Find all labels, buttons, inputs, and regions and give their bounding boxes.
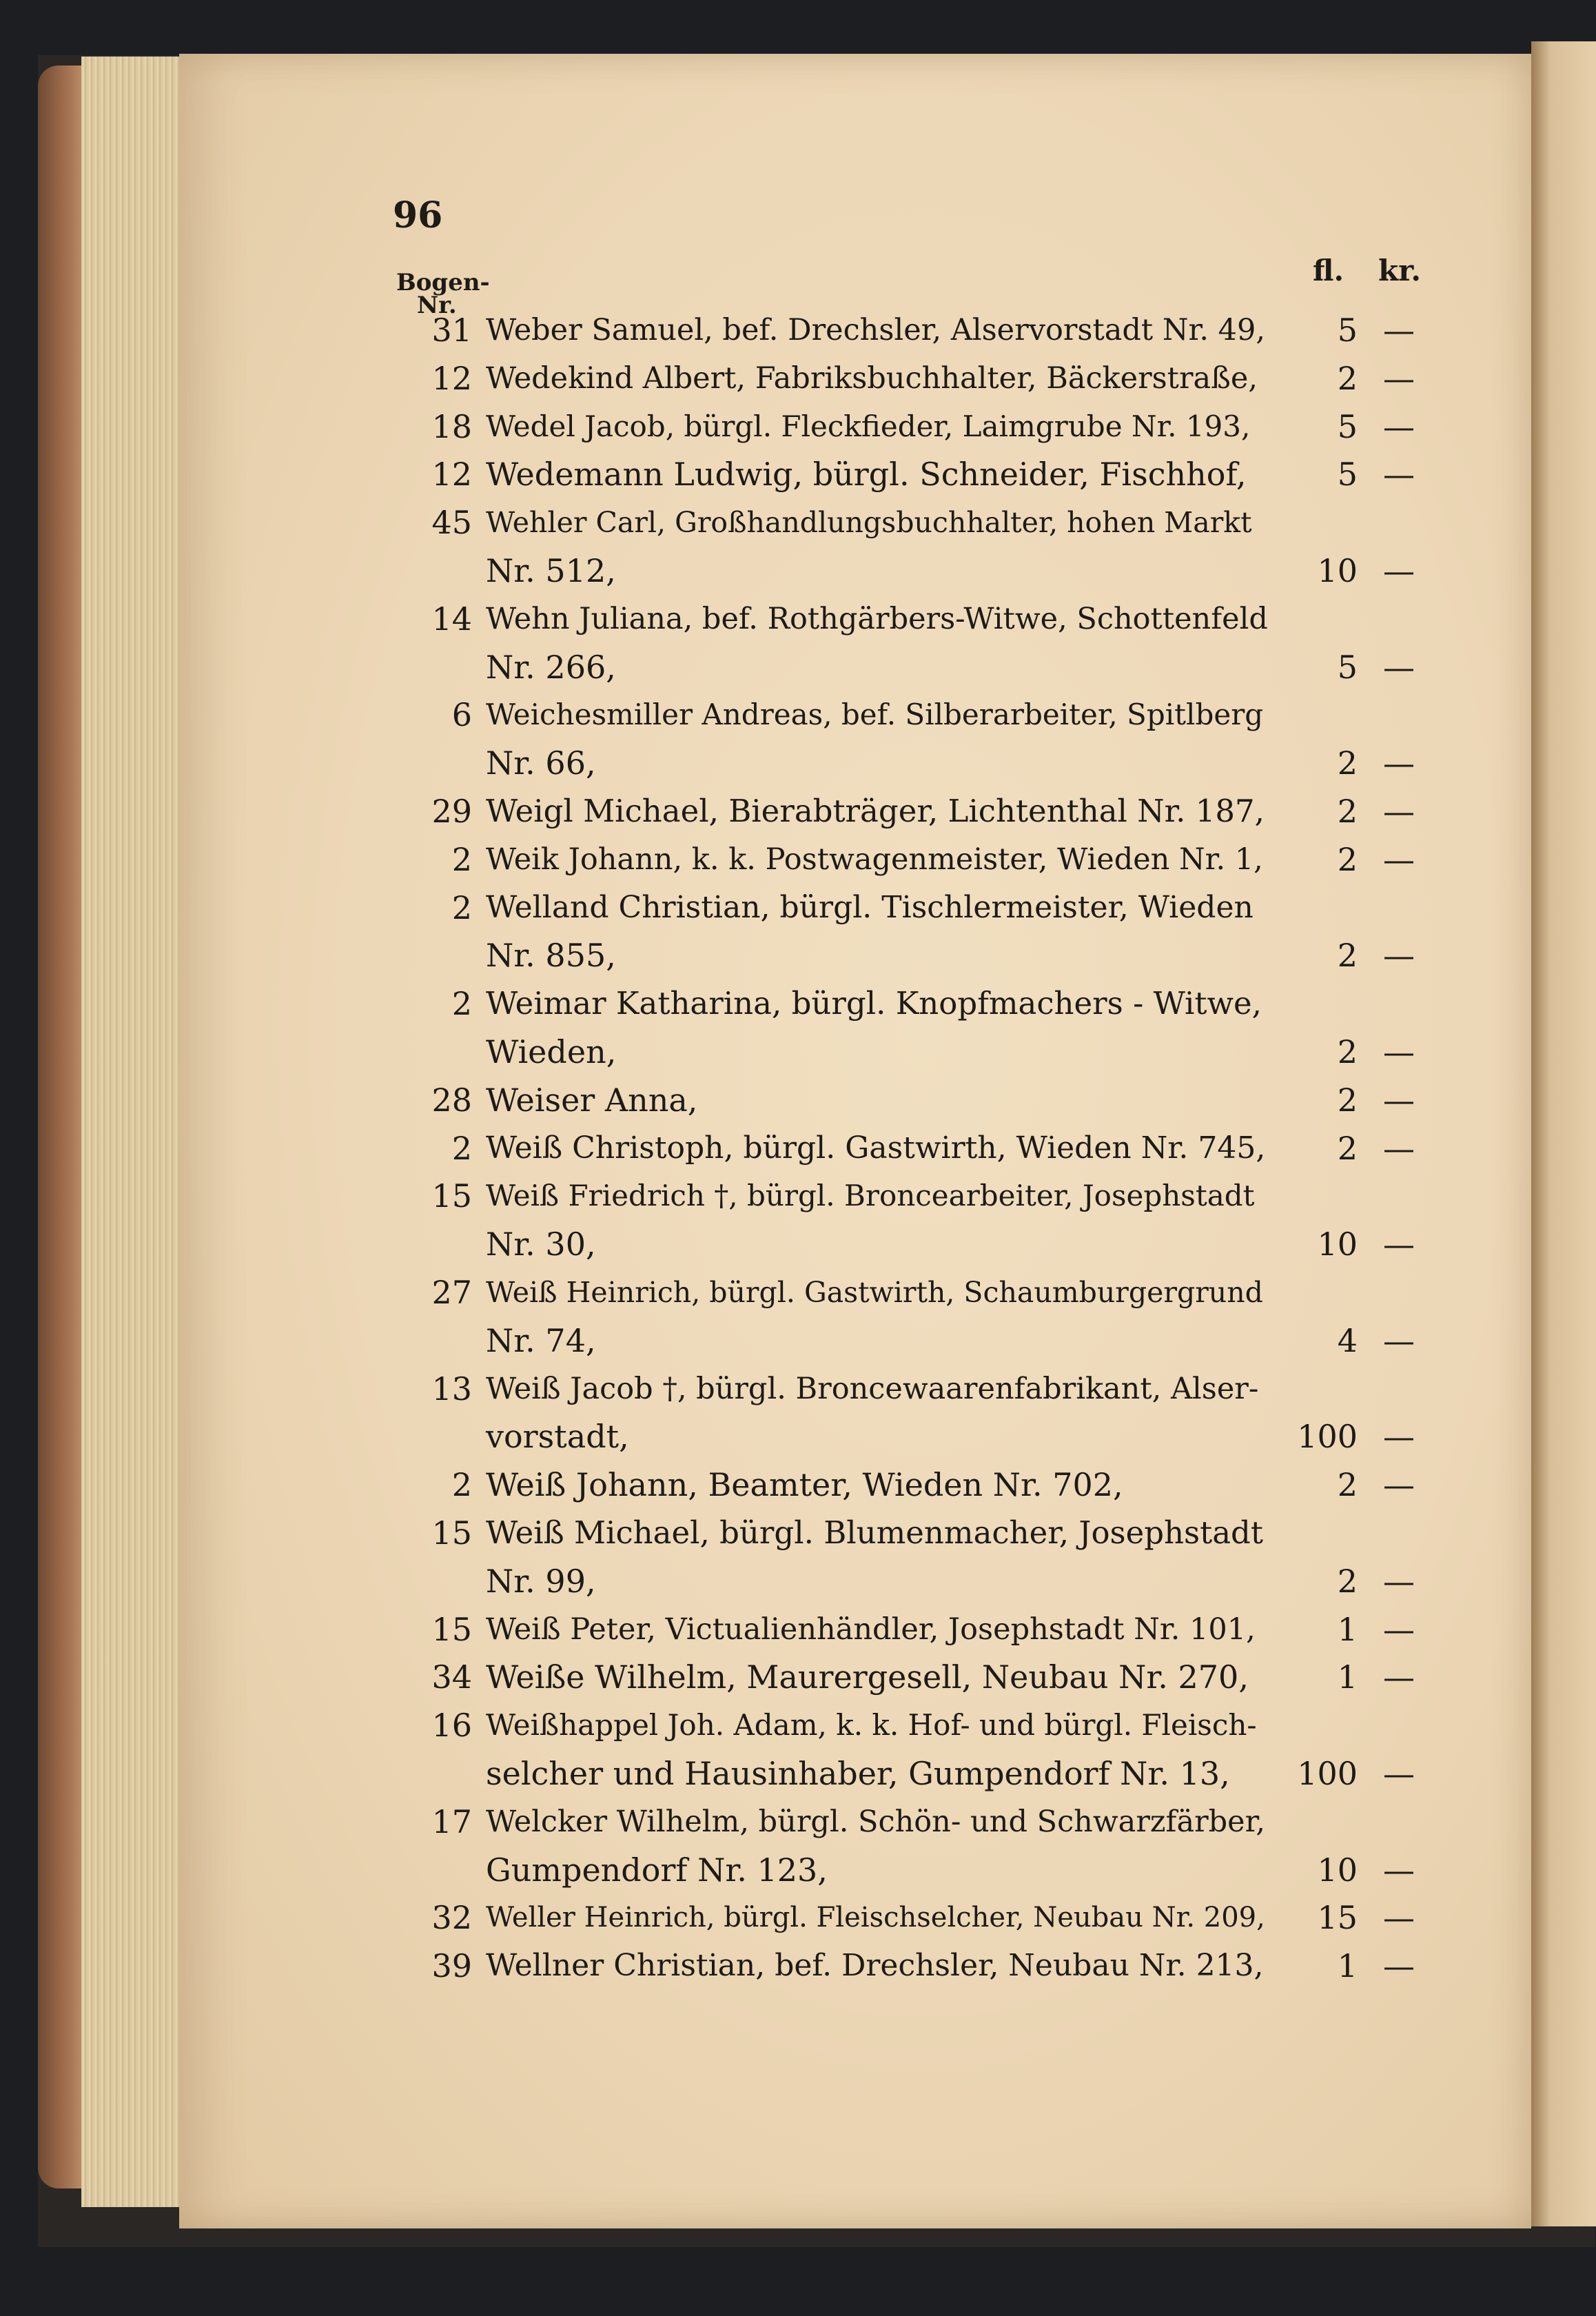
entry-text: Weimar Katharina, bürgl. Knopfmachers - Witwe, bbox=[486, 985, 1262, 1022]
entry-text: Wellner Christian, bef. Drechsler, Neubau Nr. 213, bbox=[486, 1948, 1264, 1984]
entry-line bbox=[0, 1028, 1596, 1075]
entry-text: Nr. 266, bbox=[486, 648, 616, 686]
column-header-fl: fl. bbox=[1313, 254, 1344, 287]
entry-line bbox=[0, 1365, 1596, 1412]
entry-florin: 5 bbox=[1337, 648, 1358, 686]
entry-florin: 5 bbox=[1337, 456, 1358, 494]
entry-kreuzer: — bbox=[1383, 552, 1415, 589]
entry-text: Wedemann Ludwig, bürgl. Schneider, Fischhof, bbox=[486, 456, 1247, 494]
entry-bogen-number: 31 bbox=[431, 312, 472, 349]
entry-florin: 2 bbox=[1337, 359, 1358, 397]
entry-line bbox=[0, 1413, 1596, 1460]
entry-florin: 10 bbox=[1317, 552, 1358, 589]
entry-florin: 4 bbox=[1337, 1321, 1358, 1359]
entry-florin: 1 bbox=[1337, 1947, 1358, 1985]
entry-line bbox=[0, 788, 1596, 835]
entry-florin: 2 bbox=[1337, 840, 1358, 878]
entry-text: selcher und Hausinhaber, Gumpendorf Nr. 13, bbox=[486, 1755, 1230, 1792]
entry-kreuzer: — bbox=[1383, 1081, 1415, 1119]
entry-line bbox=[0, 644, 1596, 691]
entry-line bbox=[0, 547, 1596, 594]
entry-text: Welland Christian, bürgl. Tischlermeister, Wieden bbox=[486, 889, 1254, 925]
entry-line bbox=[0, 1654, 1596, 1700]
entry-text: Welcker Wilhelm, bürgl. Schön- und Schwarzfärber, bbox=[486, 1804, 1266, 1839]
entry-line bbox=[0, 499, 1596, 546]
entry-line bbox=[0, 1894, 1596, 1941]
column-header-nr: Nr. bbox=[417, 292, 457, 319]
entry-bogen-number: 14 bbox=[431, 600, 472, 638]
entry-bogen-number: 2 bbox=[451, 1466, 472, 1504]
entry-line bbox=[0, 884, 1596, 931]
entry-florin: 2 bbox=[1337, 1562, 1358, 1600]
entry-kreuzer: — bbox=[1383, 359, 1415, 397]
entry-bogen-number: 16 bbox=[431, 1707, 472, 1745]
entry-florin: 2 bbox=[1337, 744, 1358, 782]
entry-line bbox=[0, 836, 1596, 883]
entry-bogen-number: 6 bbox=[451, 696, 472, 734]
entry-florin: 100 bbox=[1297, 1418, 1358, 1456]
entry-line bbox=[0, 1558, 1596, 1605]
entry-line bbox=[0, 1702, 1596, 1749]
entry-florin: 15 bbox=[1317, 1899, 1358, 1937]
entry-line bbox=[0, 1510, 1596, 1556]
entry-text: Weller Heinrich, bürgl. Fleischselcher, Neubau Nr. 209, bbox=[486, 1902, 1265, 1934]
entry-text: vorstadt, bbox=[486, 1418, 629, 1456]
entry-line bbox=[0, 740, 1596, 786]
entry-bogen-number: 13 bbox=[431, 1370, 472, 1408]
entry-bogen-number: 34 bbox=[431, 1658, 472, 1696]
entry-text: Weiß Heinrich, bürgl. Gastwirth, Schaumburgergrund bbox=[486, 1276, 1263, 1309]
entry-text: Weik Johann, k. k. Postwagenmeister, Wieden Nr. 1, bbox=[486, 842, 1263, 877]
entry-florin: 2 bbox=[1337, 1081, 1358, 1119]
entry-kreuzer: — bbox=[1383, 1851, 1415, 1889]
entry-text: Weiß Jacob †, bürgl. Broncewaarenfabrikant, Alser- bbox=[486, 1371, 1259, 1406]
entry-kreuzer: — bbox=[1383, 1418, 1415, 1456]
entry-florin: 5 bbox=[1337, 407, 1358, 445]
entry-bogen-number: 17 bbox=[431, 1802, 472, 1840]
entry-text: Weiß Friedrich †, bürgl. Broncearbeiter, Josephstadt bbox=[486, 1179, 1255, 1213]
entry-line bbox=[0, 1172, 1596, 1219]
entry-text: Nr. 512, bbox=[486, 552, 616, 589]
entry-text: Wedekind Albert, Fabriksbuchhalter, Bäckerstraße, bbox=[486, 360, 1258, 396]
entry-text: Weiß Johann, Beamter, Wieden Nr. 702, bbox=[486, 1466, 1123, 1504]
entry-bogen-number: 2 bbox=[451, 840, 472, 878]
entry-kreuzer: — bbox=[1383, 1129, 1415, 1167]
entry-line bbox=[0, 1461, 1596, 1508]
entry-line bbox=[0, 1269, 1596, 1316]
entry-line bbox=[0, 1750, 1596, 1797]
entry-florin: 10 bbox=[1317, 1851, 1358, 1889]
entry-florin: 1 bbox=[1337, 1610, 1358, 1648]
entry-florin: 2 bbox=[1337, 1466, 1358, 1504]
column-header-kr: kr. bbox=[1378, 254, 1421, 287]
entry-text: Wehler Carl, Großhandlungsbuchhalter, hohen Markt bbox=[486, 506, 1252, 540]
entry-kreuzer: — bbox=[1383, 1755, 1415, 1792]
entry-text: Nr. 30, bbox=[486, 1226, 596, 1263]
entry-bogen-number: 32 bbox=[431, 1899, 472, 1937]
entry-text: Weiser Anna, bbox=[486, 1081, 698, 1119]
entry-kreuzer: — bbox=[1383, 1610, 1415, 1648]
entry-kreuzer: — bbox=[1383, 1899, 1415, 1937]
entry-kreuzer: — bbox=[1383, 1658, 1415, 1696]
entry-florin: 100 bbox=[1297, 1755, 1358, 1792]
entry-text: Wedel Jacob, bürgl. Fleckfieder, Laimgrube Nr. 193, bbox=[486, 409, 1251, 443]
entry-text: Weiß Peter, Victualienhändler, Josephstadt Nr. 101, bbox=[486, 1612, 1256, 1647]
entry-bogen-number: 18 bbox=[431, 407, 472, 445]
entry-text: Weichesmiller Andreas, bef. Silberarbeiter, Spitlberg bbox=[486, 698, 1264, 732]
entry-bogen-number: 2 bbox=[451, 888, 472, 926]
entry-florin: 2 bbox=[1337, 1129, 1358, 1167]
entry-line bbox=[0, 1798, 1596, 1845]
entry-text: Weiße Wilhelm, Maurergesell, Neubau Nr. 270, bbox=[486, 1658, 1249, 1696]
entry-line bbox=[0, 307, 1596, 354]
entry-bogen-number: 15 bbox=[431, 1514, 472, 1552]
entry-florin: 2 bbox=[1337, 1033, 1358, 1070]
entry-kreuzer: — bbox=[1383, 1466, 1415, 1504]
entry-line bbox=[0, 1317, 1596, 1364]
entry-line bbox=[0, 932, 1596, 979]
entry-text: Weiß Christoph, bürgl. Gastwirth, Wieden Nr. 745, bbox=[486, 1130, 1266, 1166]
entry-bogen-number: 12 bbox=[431, 456, 472, 494]
entry-text: Nr. 66, bbox=[486, 744, 596, 782]
entry-bogen-number: 45 bbox=[431, 504, 472, 542]
entry-bogen-number: 15 bbox=[431, 1610, 472, 1648]
entry-text: Weigl Michael, Bierabträger, Lichtenthal Nr. 187, bbox=[486, 793, 1265, 829]
entry-kreuzer: — bbox=[1383, 456, 1415, 494]
entry-kreuzer: — bbox=[1383, 648, 1415, 686]
entry-line bbox=[0, 691, 1596, 738]
entry-bogen-number: 2 bbox=[451, 1129, 472, 1167]
entry-line bbox=[0, 1606, 1596, 1653]
entry-text: Weber Samuel, bef. Drechsler, Alservorstadt Nr. 49, bbox=[486, 313, 1266, 347]
entry-bogen-number: 29 bbox=[431, 793, 472, 830]
entry-text: Weiß Michael, bürgl. Blumenmacher, Josephstadt bbox=[486, 1514, 1263, 1551]
entry-bogen-number: 12 bbox=[431, 359, 472, 397]
entry-florin: 5 bbox=[1337, 312, 1358, 349]
entry-bogen-number: 27 bbox=[431, 1274, 472, 1311]
entry-line bbox=[0, 1847, 1596, 1893]
entry-bogen-number: 15 bbox=[431, 1177, 472, 1215]
entry-bogen-number: 39 bbox=[431, 1947, 472, 1985]
entry-line bbox=[0, 451, 1596, 498]
entry-bogen-number: 28 bbox=[431, 1081, 472, 1119]
entry-line bbox=[0, 980, 1596, 1027]
entry-text: Wieden, bbox=[486, 1033, 617, 1070]
entry-text: Weißhappel Joh. Adam, k. k. Hof- und bürgl. Fleisch- bbox=[486, 1708, 1257, 1743]
entry-line bbox=[0, 1942, 1596, 1989]
entry-text: Gumpendorf Nr. 123, bbox=[486, 1851, 828, 1889]
entry-line bbox=[0, 355, 1596, 402]
entry-line bbox=[0, 1077, 1596, 1124]
page-number: 96 bbox=[393, 194, 443, 236]
entry-kreuzer: — bbox=[1383, 744, 1415, 782]
entry-kreuzer: — bbox=[1383, 1226, 1415, 1263]
column-header-bogen: Bogen- bbox=[396, 269, 490, 296]
entry-kreuzer: — bbox=[1383, 1947, 1415, 1985]
entry-kreuzer: — bbox=[1383, 793, 1415, 830]
entry-kreuzer: — bbox=[1383, 312, 1415, 349]
entry-florin: 2 bbox=[1337, 793, 1358, 830]
entry-kreuzer: — bbox=[1383, 407, 1415, 445]
entry-line bbox=[0, 403, 1596, 450]
entry-text: Nr. 855, bbox=[486, 937, 616, 975]
entry-kreuzer: — bbox=[1383, 937, 1415, 975]
entry-kreuzer: — bbox=[1383, 840, 1415, 878]
entry-line bbox=[0, 1125, 1596, 1172]
entry-line bbox=[0, 1221, 1596, 1268]
entry-text: Nr. 99, bbox=[486, 1562, 596, 1600]
entry-kreuzer: — bbox=[1383, 1321, 1415, 1359]
entry-florin: 1 bbox=[1337, 1658, 1358, 1696]
entry-kreuzer: — bbox=[1383, 1033, 1415, 1070]
entry-florin: 10 bbox=[1317, 1226, 1358, 1263]
entry-kreuzer: — bbox=[1383, 1562, 1415, 1600]
entry-bogen-number: 2 bbox=[451, 985, 472, 1023]
entry-florin: 2 bbox=[1337, 937, 1358, 975]
entry-text: Nr. 74, bbox=[486, 1321, 596, 1359]
entry-text: Wehn Juliana, bef. Rothgärbers-Witwe, Schottenfeld bbox=[486, 601, 1268, 636]
entry-line bbox=[0, 596, 1596, 642]
